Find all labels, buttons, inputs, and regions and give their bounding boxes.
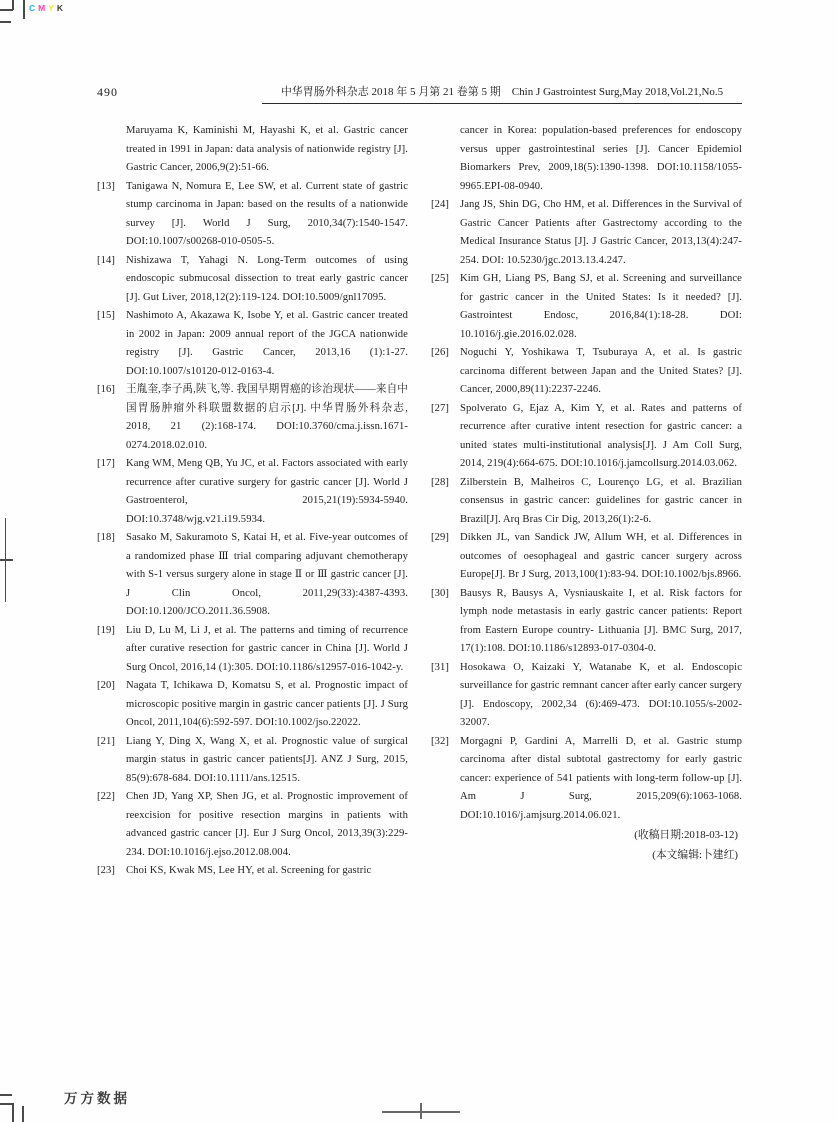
cmyk-letter-k: K [56, 3, 64, 13]
references-column-left [97, 122, 408, 881]
received-date-note: (收稿日期:2018-03-12) [634, 829, 738, 841]
reference-item [97, 252, 408, 308]
reference-text: Kang WM, Meng QB, Yu JC, et al. Factors associated with early recurrence after curative surgery for gastric cancer [J]. World J Gastroenterol, 2015,21(19):5934-5940. DOI:10.3748/wjg.v21.i19.5934. [126, 458, 408, 525]
reference-number: [24] [431, 199, 450, 210]
reference-text: Nagata T, Ichikawa D, Komatsu S, et al. Prognostic impact of microscopic positive margin in gastric cancer patients [J]. J Surg Oncol, 2011,104(6):592-597. DOI:10.1002/jso.22022. [126, 680, 408, 728]
reference-item [431, 659, 742, 733]
reference-number: [14] [97, 254, 116, 266]
reference-item [431, 733, 742, 826]
reference-item [97, 381, 408, 455]
reference-number: [31] [431, 661, 450, 673]
reference-text: Liang Y, Ding X, Wang X, et al. Prognostic value of surgical margin status in gastric cancer patients[J]. ANZ J Surg, 2015, 85(9):678-684. DOI:10.1111/ans.12515. [126, 735, 408, 784]
reference-item [431, 196, 742, 270]
reference-item [97, 733, 408, 789]
reference-number: [25] [431, 273, 450, 284]
reference-text: Chen JD, Yang XP, Shen JG, et al. Prognostic improvement of reexcision for positive resection margins in patients with advanced gastric cancer [J]. Eur J Surg Oncol, 2013,39(3):229-234. DOI:10.1016/j.ejso.2012.08.004. [126, 791, 408, 858]
reference-number: [32] [431, 735, 450, 747]
cmyk-letter-c: C [29, 3, 36, 13]
crop-mark-bottom-left-vertical [12, 1103, 14, 1122]
reference-item [431, 344, 742, 400]
reference-text: Noguchi Y, Yoshikawa T, Tsuburaya A, et al. Is gastric carcinoma different between Japan and the United States? [J]. Cancer, 2000,89(11):2237-2246. [460, 347, 742, 395]
reference-number: [29] [431, 532, 450, 543]
registration-mark-left-horizontal [0, 559, 13, 561]
crop-mark-bottom-left-dash [0, 1094, 12, 1096]
reference-number: [27] [431, 402, 450, 414]
crop-mark-top-left-bar [23, 0, 25, 19]
crop-mark-top-left-vertical [12, 0, 14, 10]
reference-item [97, 178, 408, 252]
reference-text: Nishizawa T, Yahagi N. Long-Term outcomes of using endoscopic submucosal dissection to treat early gastric cancer [J]. Gut Liver, 2018,12(2):119-124. DOI:10.5009/gnl17095. [126, 254, 408, 303]
reference-text: Nashimoto A, Akazawa K, Isobe Y, et al. Gastric cancer treated in 2002 in Japan: 2009 annual report of the JGCA nationwide registry [J]. Gastric Cancer, 2013,16 (1):1-27. DOI:10.1007/s10120-012-0163-4. [126, 310, 408, 377]
reference-item [97, 122, 408, 178]
registration-mark-bottom-center-vertical [420, 1103, 422, 1119]
cmyk-letter-m: M [38, 3, 46, 13]
reference-item [97, 788, 408, 862]
reference-number: [22] [97, 791, 116, 802]
cmyk-letter-y: Y [48, 3, 54, 13]
reference-text: Kim GH, Liang PS, Bang SJ, et al. Screening and surveillance for gastric cancer in the United States: Is it needed? [J]. Gastrointest Endosc, 2016,84(1):18-28. DOI: 10.1016/j.gie.2016.02.028. [460, 273, 742, 340]
reference-text: Morgagni P, Gardini A, Marrelli D, et al. Gastric stump carcinoma after distal subtotal gastrectomy for early gastric cancer: experience of 541 patients with long-term follow-up [J]. Am J Surg, 2015,209(6):1063-1068. DOI:10.1016/j.amjsurg.2014.06.021. [460, 735, 742, 821]
reference-number: [16] [97, 384, 116, 395]
references-column-right [431, 122, 742, 881]
reference-number: [30] [431, 587, 450, 599]
reference-text: Sasako M, Sakuramoto S, Katai H, et al. Five-year outcomes of a randomized phase Ⅲ trial comparing adjuvant chemotherapy with S-1 versus surgery alone in stage Ⅱ or Ⅲ gastric cancer [J]. J Clin Oncol, 2011,29(33):4387-4393. DOI:10.1200/JCO.2011.36.5908. [126, 532, 408, 617]
reference-item [97, 862, 408, 881]
reference-number: [19] [97, 624, 116, 636]
reference-text: cancer in Korea: population-based preferences for endoscopy versus upper gastrointestinal series [J]. Cancer Epidemiol Biomarkers Prev, 2009,18(5):1390-1398. DOI:10.1158/1055-9965.EPI-08-0940. [460, 125, 742, 192]
reference-text: 王胤奎,李子禹,陕飞,等. 我国早期胃癌的诊治现状——来自中国胃肠肿瘤外科联盟数据的启示[J]. 中华胃肠外科杂志, 2018, 21 (2):168-174. DOI:10.3760/cma.j.issn.1671-0274.2018.02.010. [126, 384, 408, 451]
crop-mark-top-left-dash [0, 21, 11, 23]
reference-item [97, 677, 408, 733]
reference-text: Dikken JL, van Sandick JW, Allum WH, et al. Differences in outcomes of oesophageal and gastric cancer surgery across Europe[J]. Br J Surg, 2013,100(1):83-94. DOI:10.1002/bjs.8966. [460, 532, 742, 580]
reference-text: Hosokawa O, Kaizaki Y, Watanabe K, et al. Endoscopic surveillance for gastric remnant cancer after early cancer surgery [J]. Endoscopy, 2002,34 (6):469-473. DOI:10.1055/s-2002-32007. [460, 661, 742, 728]
reference-item [431, 270, 742, 344]
editor-note: (本文编辑:卜建红) [652, 848, 738, 861]
reference-item [97, 529, 408, 622]
reference-number: [21] [97, 735, 116, 747]
reference-text: Zilberstein B, Malheiros C, Lourenço LG, et al. Brazilian consensus in gastric cancer: guidelines for gastric cancer in Brazil[J]. Arq Bras Cir Dig, 2013,26(1):2-6. [460, 476, 742, 525]
reference-item [431, 585, 742, 659]
reference-item [97, 307, 408, 381]
journal-header: 中华胃肠外科杂志 2018 年 5 月第 21 卷第 5 期 Chin J Gastrointest Surg,May 2018,Vol.21,No.5 [262, 83, 742, 104]
reference-item [431, 400, 742, 474]
reference-item [431, 474, 742, 530]
reference-number: [20] [97, 680, 116, 691]
reference-text: Jang JS, Shin DG, Cho HM, et al. Differences in the Survival of Gastric Cancer Patients after Gastrectomy according to the Medical Insurance Status [J]. J Gastric Cancer, 2013,13(4):247-254. DOI: 10.5230/jgc.2013.13.4.247. [460, 199, 742, 266]
cmyk-color-bar [29, 3, 66, 13]
reference-text: Maruyama K, Kaminishi M, Hayashi K, et al. Gastric cancer treated in 1991 in Japan: data analysis of nationwide registry [J]. Gastric Cancer, 2006,9(2):51-66. [126, 125, 408, 173]
reference-text: Bausys R, Bausys A, Vysniauskaite I, et al. Risk factors for lymph node metastasis in early gastric cancer patients: Report from Eastern Europe country- Lithuania [J]. BMC Surg, 2017, 17(1):108. DOI:10.1186/s12893-017-0304-0. [460, 587, 742, 654]
reference-number: [26] [431, 347, 450, 358]
reference-item [431, 529, 742, 585]
reference-text: Spolverato G, Ejaz A, Kim Y, et al. Rates and patterns of recurrence after curative intent resection for gastric cancer: a united states multi-institutional analysis[J]. J Am Coll Surg, 2014, 219(4):664-675. DOI:10.1016/j.jamcollsurg.2014.03.062. [460, 402, 742, 469]
reference-number: [23] [97, 865, 116, 876]
reference-item [431, 122, 742, 196]
reference-text: Choi KS, Kwak MS, Lee HY, et al. Screening for gastric [126, 865, 372, 876]
crop-mark-bottom-left-bar [22, 1106, 24, 1122]
reference-number: [28] [431, 476, 450, 488]
reference-text: Liu D, Lu M, Li J, et al. The patterns and timing of recurrence after curative resection for gastric cancer in China [J]. World J Surg Oncol, 2016,14 (1):305. DOI:10.1186/s12957-016-1042-y. [126, 624, 408, 673]
reference-text: Tanigawa N, Nomura E, Lee SW, et al. Current state of gastric stump carcinoma in Japan: based on the results of a nationwide survey [J]. World J Surg, 2010,34(7):1540-1547. DOI:10.1007/s00268-010-0505-5. [126, 180, 408, 247]
page-number: 490 [97, 85, 118, 99]
reference-item [97, 455, 408, 529]
reference-number: [17] [97, 458, 116, 469]
reference-number: [18] [97, 532, 116, 543]
reference-number: [15] [97, 310, 116, 321]
references-columns [97, 122, 742, 881]
reference-item [97, 622, 408, 678]
article-footer-notes [431, 826, 742, 865]
wanfang-data-watermark: 万方数据 [64, 1091, 130, 1106]
reference-number: [13] [97, 180, 116, 192]
